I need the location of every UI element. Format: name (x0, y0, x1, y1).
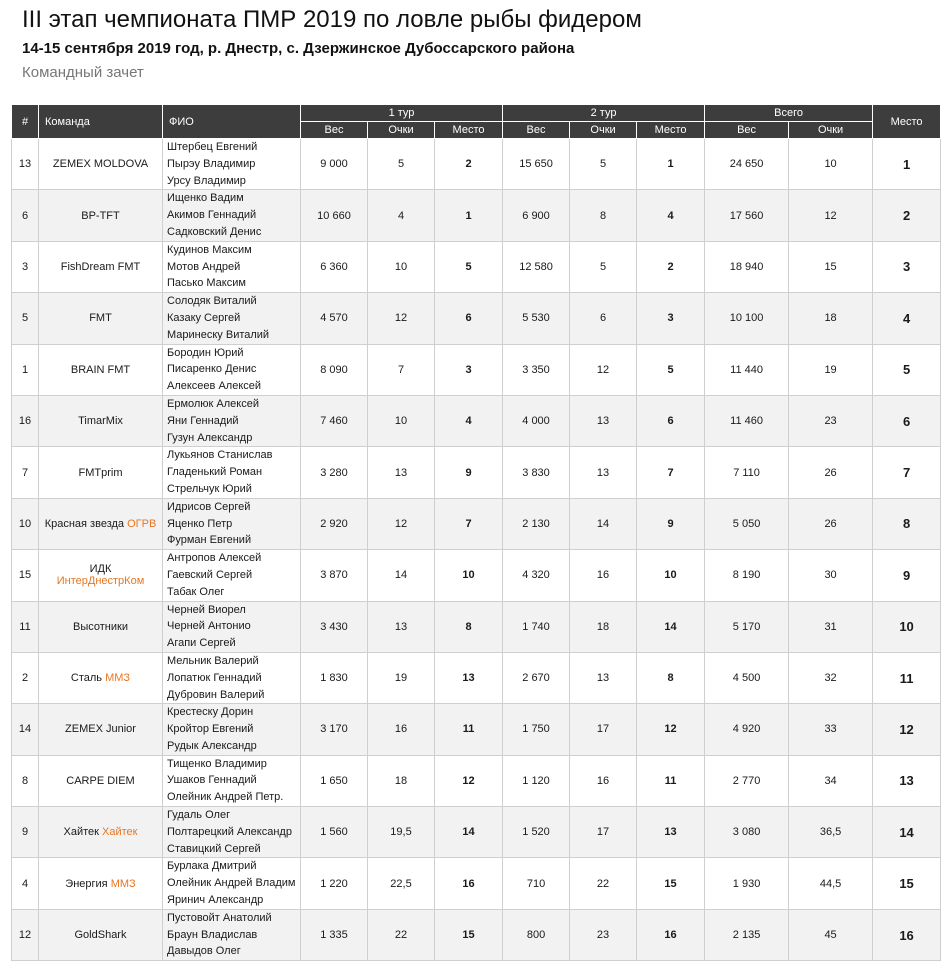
tour1-weight: 8 090 (301, 344, 368, 395)
tour1-place: 3 (435, 344, 503, 395)
tour1-weight: 7 460 (301, 395, 368, 446)
results-table (11, 104, 941, 961)
tour2-place: 3 (637, 293, 705, 344)
team-cell (39, 293, 163, 344)
tour1-points: 18 (368, 755, 435, 806)
member-name: Писаренко Денис (167, 363, 257, 376)
member-name: Антропов Алексей (167, 552, 262, 565)
team-name: ИДК (89, 563, 112, 576)
total-points: 18 (789, 293, 873, 344)
table-row (12, 344, 941, 395)
table-row (12, 909, 941, 960)
tour1-weight: 1 220 (301, 858, 368, 909)
team-name: Сталь (70, 672, 103, 685)
tour2-weight: 1 520 (503, 807, 570, 858)
table-row (12, 447, 941, 498)
team-cell (39, 807, 163, 858)
member-name: Солодяк Виталий (167, 295, 257, 308)
tour1-place: 10 (435, 550, 503, 601)
member-name: Фурман Евгений (167, 534, 252, 547)
tour1-weight: 1 335 (301, 909, 368, 960)
page-title: III этап чемпионата ПМР 2019 по ловле рыбы фидером (22, 6, 642, 33)
tour2-place: 4 (637, 190, 705, 241)
tour1-points: 19,5 (368, 807, 435, 858)
tour1-points: 4 (368, 190, 435, 241)
col-total-points: Очки (789, 122, 873, 139)
team-cell (39, 704, 163, 755)
table-row (12, 652, 941, 703)
col-fio: ФИО (163, 105, 301, 139)
tour2-place: 1 (637, 139, 705, 190)
table-row (12, 755, 941, 806)
tour2-weight: 800 (503, 909, 570, 960)
col-place: Место (873, 105, 941, 139)
team-number: 3 (12, 241, 39, 292)
member-name: Акимов Геннадий (167, 209, 257, 222)
team-name: BP-TFT (81, 209, 120, 222)
member-name: Ушаков Геннадий (167, 774, 257, 787)
tour2-place: 12 (637, 704, 705, 755)
member-name: Гладенький Роман (167, 466, 263, 479)
tour1-place: 1 (435, 190, 503, 241)
tour1-points: 14 (368, 550, 435, 601)
team-name: TimarMix (78, 415, 123, 428)
team-sponsor: Хайтек (102, 826, 138, 839)
table-row (12, 550, 941, 601)
team-name: Красная звезда (44, 517, 125, 530)
total-weight: 24 650 (705, 139, 789, 190)
team-members (163, 344, 301, 395)
team-cell (39, 909, 163, 960)
tour1-place: 4 (435, 395, 503, 446)
team-cell (39, 241, 163, 292)
team-number: 7 (12, 447, 39, 498)
table-row (12, 498, 941, 549)
tour1-place: 16 (435, 858, 503, 909)
member-name: Мотов Андрей (167, 260, 241, 273)
table-row (12, 704, 941, 755)
member-name: Дубровин Валерий (167, 688, 265, 701)
team-name: BRAIN FMT (70, 363, 131, 376)
member-name: Пырэу Владимир (167, 157, 256, 170)
tour2-place: 9 (637, 498, 705, 549)
tour1-place: 6 (435, 293, 503, 344)
total-points: 31 (789, 601, 873, 652)
total-weight: 17 560 (705, 190, 789, 241)
total-weight: 7 110 (705, 447, 789, 498)
tour1-weight: 2 920 (301, 498, 368, 549)
tour2-points: 8 (570, 190, 637, 241)
tour1-place: 2 (435, 139, 503, 190)
member-name: Олейник Андрей Владим (167, 877, 296, 890)
total-points: 34 (789, 755, 873, 806)
member-name: Алексеев Алексей (167, 380, 262, 393)
final-place: 14 (873, 807, 941, 858)
tour2-points: 22 (570, 858, 637, 909)
tour2-points: 5 (570, 139, 637, 190)
member-name: Бурлака Дмитрий (167, 860, 257, 873)
total-points: 26 (789, 447, 873, 498)
tour1-weight: 1 650 (301, 755, 368, 806)
tour2-place: 10 (637, 550, 705, 601)
final-place: 10 (873, 601, 941, 652)
table-row (12, 858, 941, 909)
team-members (163, 858, 301, 909)
tour2-points: 13 (570, 652, 637, 703)
tour1-points: 10 (368, 395, 435, 446)
member-name: Ставицкий Сергей (167, 842, 261, 855)
team-cell (39, 601, 163, 652)
col-tour2-weight: Вес (503, 122, 570, 139)
team-members (163, 909, 301, 960)
table-row (12, 190, 941, 241)
team-number: 10 (12, 498, 39, 549)
member-name: Табак Олег (167, 585, 225, 598)
total-points: 44,5 (789, 858, 873, 909)
team-name: GoldShark (74, 929, 127, 942)
team-number: 4 (12, 858, 39, 909)
tour2-points: 23 (570, 909, 637, 960)
col-total-weight: Вес (705, 122, 789, 139)
team-sponsor: ИнтерДнестрКом (56, 575, 145, 588)
total-weight: 5 170 (705, 601, 789, 652)
member-name: Стрельчук Юрий (167, 482, 252, 495)
tour2-points: 13 (570, 447, 637, 498)
member-name: Ищенко Вадим (167, 192, 244, 205)
col-tour1-place: Место (435, 122, 503, 139)
team-cell (39, 652, 163, 703)
team-members (163, 807, 301, 858)
team-number: 15 (12, 550, 39, 601)
final-place: 1 (873, 139, 941, 190)
team-cell (39, 139, 163, 190)
total-points: 15 (789, 241, 873, 292)
team-cell (39, 498, 163, 549)
tour2-weight: 2 670 (503, 652, 570, 703)
col-num: # (12, 105, 39, 139)
tour2-place: 6 (637, 395, 705, 446)
member-name: Яринич Александр (167, 894, 264, 907)
final-place: 13 (873, 755, 941, 806)
tour1-points: 19 (368, 652, 435, 703)
tour2-weight: 15 650 (503, 139, 570, 190)
team-name: FMTprim (78, 466, 123, 479)
team-number: 2 (12, 652, 39, 703)
total-points: 36,5 (789, 807, 873, 858)
member-name: Идрисов Сергей (167, 500, 251, 513)
tour1-weight: 9 000 (301, 139, 368, 190)
final-place: 8 (873, 498, 941, 549)
table-header (12, 105, 941, 139)
col-tour1-weight: Вес (301, 122, 368, 139)
team-cell (39, 858, 163, 909)
member-name: Гузун Александр (167, 431, 253, 444)
team-number: 9 (12, 807, 39, 858)
tour2-weight: 1 120 (503, 755, 570, 806)
tour1-points: 13 (368, 601, 435, 652)
tour1-place: 13 (435, 652, 503, 703)
section-label: Командный зачет (22, 64, 144, 81)
table-row (12, 241, 941, 292)
tour1-points: 12 (368, 498, 435, 549)
col-tour2-points: Очки (570, 122, 637, 139)
member-name: Рудык Александр (167, 739, 257, 752)
tour1-place: 7 (435, 498, 503, 549)
total-weight: 11 460 (705, 395, 789, 446)
team-number: 11 (12, 601, 39, 652)
team-name: Энергия (65, 877, 108, 890)
tour1-points: 5 (368, 139, 435, 190)
member-name: Гудаль Олег (167, 809, 231, 822)
total-points: 26 (789, 498, 873, 549)
final-place: 4 (873, 293, 941, 344)
team-sponsor: ММЗ (110, 877, 136, 890)
member-name: Крестеску Дорин (167, 706, 254, 719)
tour2-points: 13 (570, 395, 637, 446)
table-row (12, 601, 941, 652)
team-name: ZEMEX Junior (65, 723, 136, 736)
tour1-place: 5 (435, 241, 503, 292)
team-number: 16 (12, 395, 39, 446)
team-members (163, 395, 301, 446)
tour2-weight: 5 530 (503, 293, 570, 344)
total-weight: 2 135 (705, 909, 789, 960)
tour2-points: 5 (570, 241, 637, 292)
tour1-points: 7 (368, 344, 435, 395)
member-name: Олейник Андрей Петр. (167, 791, 284, 804)
member-name: Лопатюк Геннадий (167, 671, 262, 684)
team-members (163, 755, 301, 806)
tour2-place: 13 (637, 807, 705, 858)
team-members (163, 601, 301, 652)
total-points: 45 (789, 909, 873, 960)
team-name: Высотники (73, 620, 128, 633)
member-name: Пустовойт Анатолий (167, 911, 272, 924)
table-row (12, 139, 941, 190)
table-row (12, 807, 941, 858)
col-team: Команда (39, 105, 163, 139)
final-place: 12 (873, 704, 941, 755)
total-points: 12 (789, 190, 873, 241)
total-weight: 11 440 (705, 344, 789, 395)
team-members (163, 190, 301, 241)
member-name: Кудинов Максим (167, 243, 252, 256)
table-row (12, 293, 941, 344)
member-name: Черней Виорел (167, 603, 246, 616)
col-total: Всего (705, 105, 873, 122)
total-weight: 4 500 (705, 652, 789, 703)
member-name: Бородин Юрий (167, 346, 244, 359)
team-number: 5 (12, 293, 39, 344)
tour2-weight: 4 320 (503, 550, 570, 601)
tour2-points: 18 (570, 601, 637, 652)
member-name: Яни Геннадий (167, 414, 239, 427)
tour2-weight: 4 000 (503, 395, 570, 446)
team-sponsor: ММЗ (105, 672, 131, 685)
team-number: 14 (12, 704, 39, 755)
member-name: Пасько Максим (167, 277, 246, 290)
table-body (12, 139, 941, 961)
tour1-points: 16 (368, 704, 435, 755)
tour1-weight: 3 870 (301, 550, 368, 601)
team-name: ZEMEX MOLDOVA (52, 158, 149, 171)
page-subtitle: 14-15 сентября 2019 год, р. Днестр, с. Дзержинское Дубоссарского района (22, 40, 575, 57)
total-weight: 5 050 (705, 498, 789, 549)
member-name: Браун Владислав (167, 928, 258, 941)
tour1-weight: 4 570 (301, 293, 368, 344)
tour2-points: 16 (570, 550, 637, 601)
total-weight: 3 080 (705, 807, 789, 858)
tour1-points: 13 (368, 447, 435, 498)
team-cell (39, 344, 163, 395)
team-cell (39, 395, 163, 446)
team-number: 6 (12, 190, 39, 241)
tour2-place: 5 (637, 344, 705, 395)
tour1-points: 10 (368, 241, 435, 292)
tour2-place: 15 (637, 858, 705, 909)
tour2-points: 16 (570, 755, 637, 806)
tour2-points: 17 (570, 807, 637, 858)
tour1-place: 14 (435, 807, 503, 858)
tour1-place: 8 (435, 601, 503, 652)
member-name: Маринеску Виталий (167, 328, 270, 341)
final-place: 6 (873, 395, 941, 446)
tour2-place: 14 (637, 601, 705, 652)
member-name: Яценко Петр (167, 517, 233, 530)
total-weight: 4 920 (705, 704, 789, 755)
team-cell (39, 550, 163, 601)
team-number: 12 (12, 909, 39, 960)
team-cell (39, 190, 163, 241)
final-place: 15 (873, 858, 941, 909)
total-points: 33 (789, 704, 873, 755)
tour2-weight: 1 740 (503, 601, 570, 652)
total-points: 32 (789, 652, 873, 703)
member-name: Урсу Владимир (167, 174, 246, 187)
team-name: Хайтек (63, 826, 99, 839)
tour2-place: 16 (637, 909, 705, 960)
member-name: Тищенко Владимир (167, 757, 267, 770)
member-name: Лукьянов Станислав (167, 449, 273, 462)
col-tour2-place: Место (637, 122, 705, 139)
total-weight: 8 190 (705, 550, 789, 601)
team-members (163, 704, 301, 755)
team-cell (39, 447, 163, 498)
tour1-place: 9 (435, 447, 503, 498)
total-weight: 2 770 (705, 755, 789, 806)
member-name: Казаку Сергей (167, 311, 241, 324)
tour1-weight: 3 170 (301, 704, 368, 755)
tour2-place: 11 (637, 755, 705, 806)
team-number: 1 (12, 344, 39, 395)
tour2-place: 8 (637, 652, 705, 703)
final-place: 3 (873, 241, 941, 292)
col-tour1: 1 тур (301, 105, 503, 122)
team-number: 8 (12, 755, 39, 806)
final-place: 7 (873, 447, 941, 498)
total-weight: 18 940 (705, 241, 789, 292)
tour2-place: 2 (637, 241, 705, 292)
member-name: Ермолюк Алексей (167, 397, 260, 410)
team-members (163, 241, 301, 292)
tour2-place: 7 (637, 447, 705, 498)
tour2-points: 14 (570, 498, 637, 549)
member-name: Мельник Валерий (167, 654, 259, 667)
tour1-weight: 1 830 (301, 652, 368, 703)
final-place: 11 (873, 652, 941, 703)
col-tour2: 2 тур (503, 105, 705, 122)
member-name: Агапи Сергей (167, 637, 236, 650)
member-name: Давыдов Олег (167, 945, 241, 958)
final-place: 2 (873, 190, 941, 241)
tour2-weight: 710 (503, 858, 570, 909)
table-row (12, 395, 941, 446)
final-place: 5 (873, 344, 941, 395)
tour1-place: 11 (435, 704, 503, 755)
total-points: 10 (789, 139, 873, 190)
member-name: Полтарецкий Александр (167, 825, 292, 838)
team-members (163, 447, 301, 498)
team-name: FMT (89, 312, 112, 325)
tour1-weight: 1 560 (301, 807, 368, 858)
tour1-points: 22,5 (368, 858, 435, 909)
total-weight: 1 930 (705, 858, 789, 909)
team-number: 13 (12, 139, 39, 190)
tour1-weight: 10 660 (301, 190, 368, 241)
tour2-weight: 2 130 (503, 498, 570, 549)
final-place: 16 (873, 909, 941, 960)
tour1-place: 12 (435, 755, 503, 806)
tour1-place: 15 (435, 909, 503, 960)
tour2-weight: 6 900 (503, 190, 570, 241)
total-points: 19 (789, 344, 873, 395)
tour2-weight: 3 830 (503, 447, 570, 498)
tour1-points: 12 (368, 293, 435, 344)
team-members (163, 498, 301, 549)
tour2-weight: 3 350 (503, 344, 570, 395)
tour1-points: 22 (368, 909, 435, 960)
total-points: 30 (789, 550, 873, 601)
team-members (163, 293, 301, 344)
team-name: FishDream FMT (60, 260, 141, 273)
tour2-weight: 1 750 (503, 704, 570, 755)
member-name: Черней Антонио (167, 620, 251, 633)
tour1-weight: 6 360 (301, 241, 368, 292)
member-name: Гаевский Сергей (167, 568, 253, 581)
member-name: Садковский Денис (167, 225, 262, 238)
total-points: 23 (789, 395, 873, 446)
total-weight: 10 100 (705, 293, 789, 344)
tour2-points: 17 (570, 704, 637, 755)
team-members (163, 652, 301, 703)
team-members (163, 139, 301, 190)
member-name: Кройтор Евгений (167, 723, 254, 736)
team-cell (39, 755, 163, 806)
member-name: Штербец Евгений (167, 141, 258, 153)
tour2-weight: 12 580 (503, 241, 570, 292)
tour1-weight: 3 430 (301, 601, 368, 652)
tour2-points: 6 (570, 293, 637, 344)
tour2-points: 12 (570, 344, 637, 395)
team-name: CARPE DIEM (66, 774, 135, 787)
team-members (163, 550, 301, 601)
final-place: 9 (873, 550, 941, 601)
col-tour1-points: Очки (368, 122, 435, 139)
team-sponsor: ОГРВ (127, 517, 157, 530)
tour1-weight: 3 280 (301, 447, 368, 498)
